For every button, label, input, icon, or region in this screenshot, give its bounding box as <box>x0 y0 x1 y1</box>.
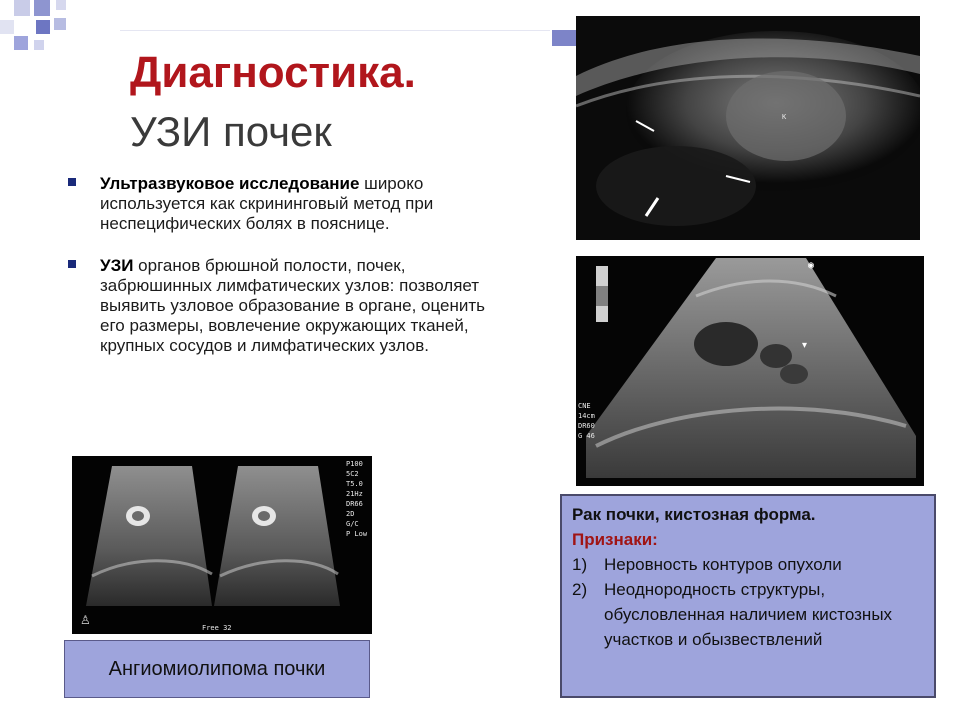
ultrasound-param: DR66 <box>346 500 363 508</box>
bullet-lead: УЗИ <box>100 256 134 275</box>
slide-subtitle: УЗИ почек <box>130 108 332 155</box>
ultrasound-param: P Low <box>346 530 368 538</box>
info-subheading: Признаки: <box>572 530 658 549</box>
list-number: 2) <box>572 580 588 599</box>
bullet-lead: Ультразвуковое исследование <box>100 174 360 193</box>
ultrasound-top-graphic <box>576 16 920 240</box>
ultrasound-footer: Free 32 <box>202 624 232 632</box>
ultrasound-param: 21Hz <box>346 490 363 498</box>
signs-list <box>572 552 924 652</box>
bullet-text: органов брюшной полости, почек, забрюшинных лимфатических узлов: позволяет выявить узловое образование в органе, оценить его размеры, вовлечение окружающих тканей, крупных сосудов и лимфатических узлов. <box>100 256 486 355</box>
list-item <box>572 577 924 652</box>
target-icon: ◉ <box>808 260 815 271</box>
ultrasound-param: G/C <box>346 520 359 528</box>
ultrasound-top-label: K <box>782 113 787 121</box>
ultrasound-param: G 46 <box>578 432 595 440</box>
slide-title: Диагностика. <box>130 48 416 97</box>
ultrasound-image-middle <box>576 256 924 486</box>
bullet-square-icon <box>68 178 76 186</box>
ultrasound-image-top <box>576 16 920 240</box>
bullet-item <box>66 174 506 234</box>
ultrasound-param: 2D <box>346 510 355 518</box>
ultrasound-param: 5C2 <box>346 470 359 478</box>
ultrasound-param: CNE <box>578 402 591 410</box>
angiomyolipoma-caption: Ангиомиолипома почки <box>64 640 370 698</box>
bullet-square-icon <box>68 260 76 268</box>
ultrasound-param: P100 <box>346 460 363 468</box>
arrowhead-icon: ▾ <box>802 340 808 351</box>
info-heading: Рак почки, кистозная форма. <box>572 505 816 524</box>
ultrasound-param: DR60 <box>578 422 595 430</box>
bullet-list <box>66 174 506 378</box>
ultrasound-image-bottom <box>72 456 372 634</box>
ultrasound-middle-graphic <box>576 256 924 486</box>
list-item <box>572 552 924 577</box>
ultrasound-param: T5.0 <box>346 480 363 488</box>
list-text: Неровность контуров опухоли <box>604 555 842 574</box>
list-number: 1) <box>572 555 588 574</box>
kidney-cancer-info-box <box>560 494 936 698</box>
ultrasound-param: 14cm <box>578 412 595 420</box>
ultrasound-bottom-graphic <box>72 456 372 634</box>
bullet-text: широко используется как скрининговый метод при неспецифических болях в пояснице. <box>100 174 434 233</box>
body-marker-icon: ♙ <box>80 613 91 627</box>
bullet-item <box>66 256 506 356</box>
list-text: Неоднородность структуры, обусловленная наличием кистозных участков и обызвествлений <box>604 580 893 649</box>
